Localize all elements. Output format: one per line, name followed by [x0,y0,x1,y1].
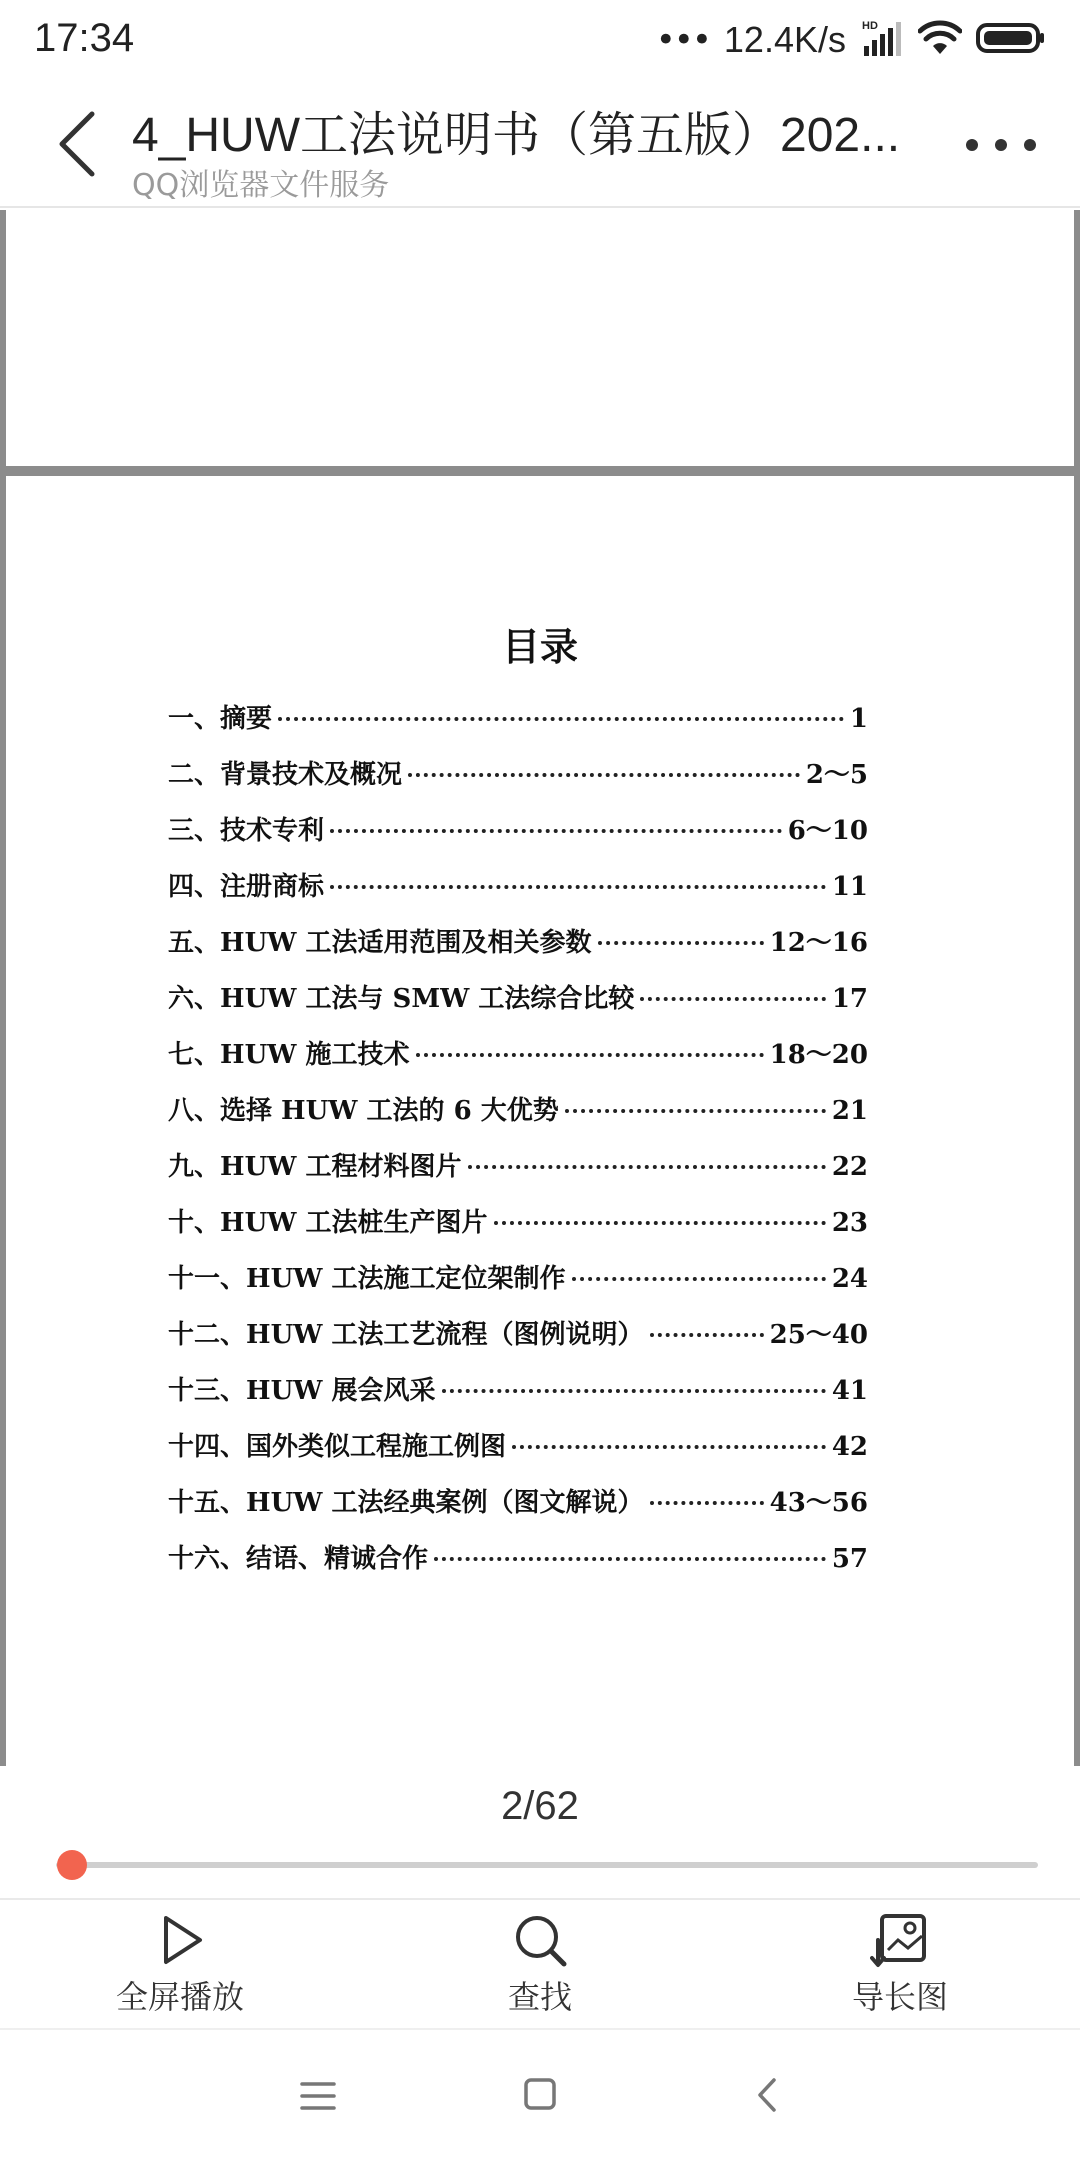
more-dot [995,139,1007,151]
toc-dot-leader [468,1165,826,1169]
toc-dot-leader [434,1557,826,1561]
toc-dot-leader [278,717,844,721]
toc-dot-leader [330,885,826,889]
toc-item[interactable] [168,978,868,1034]
bottom-toolbar [0,1898,1080,2030]
toc-dot-leader [650,1501,764,1505]
back-button[interactable] [50,104,110,184]
toc-item-page: 2～5 [805,760,868,790]
signal-icon [860,18,904,62]
toc-dot-leader [416,1053,764,1057]
battery-icon [976,21,1046,59]
toc-item-page: 11 [831,872,868,902]
toc-item-page: 6～10 [787,816,868,846]
toc-dot-leader [598,941,764,945]
toc-item[interactable] [168,698,868,754]
document-title: 4_HUW工法说明书（第五版）202... [132,109,901,162]
previous-page[interactable] [6,210,1074,466]
fullscreen-play-label: 全屏播放 [115,1978,244,2016]
toc-item[interactable] [168,1258,868,1314]
page-indicator: 2/62 [501,1784,579,1828]
wifi-icon [918,20,962,60]
fullscreen-play-button[interactable] [60,1910,300,2022]
toc-item[interactable] [168,1426,868,1482]
toc-item-page: 21 [831,1096,868,1126]
toc-dot-leader [494,1221,826,1225]
toc-item-text: 十一、HUW 工法施工定位架制作 [168,1264,566,1294]
play-icon [150,1910,210,1970]
toc-item-page: 1 [849,704,868,734]
toc-item-page: 18～20 [769,1040,868,1070]
toc-item-page: 23 [831,1208,868,1238]
search-label: 查找 [507,1978,572,2016]
toc-item-page: 43～56 [769,1488,868,1518]
toc-item-page: 25～40 [769,1320,868,1350]
toc-item[interactable] [168,1482,868,1538]
toc-item[interactable] [168,1314,868,1370]
toc-item[interactable] [168,922,868,978]
nav-menu-button[interactable] [288,2070,348,2122]
document-source: QQ浏览器文件服务 [132,168,390,203]
toc-item-text: 九、HUW 工程材料图片 [168,1152,462,1182]
toc-item[interactable] [168,754,868,810]
system-nav-bar [0,2032,1080,2160]
toc-item[interactable] [168,1538,868,1594]
toc-dot-leader [640,997,825,1001]
toc-item-text: 一、摘要 [168,704,273,734]
more-dot [966,139,978,151]
toc-item-text: 十六、结语、精诚合作 [168,1544,429,1574]
toc-list [168,698,868,1594]
toc-item[interactable] [168,1370,868,1426]
toc-item-page: 12～16 [769,928,868,958]
export-long-image-button[interactable] [780,1910,1020,2022]
toc-item-text: 八、选择 HUW 工法的 6 大优势 [168,1096,559,1126]
back-chevron-icon [738,2070,798,2122]
toc-item-page: 57 [831,1544,868,1574]
home-square-icon [510,2070,570,2122]
toc-item-text: 二、背景技术及概况 [168,760,403,790]
toc-item-text: 十四、国外类似工程施工例图 [168,1432,507,1462]
toc-dot-leader [408,773,800,777]
page-slider-thumb[interactable] [57,1850,87,1880]
status-bar [0,0,1080,80]
title-bar [0,80,1080,208]
page-slider-track[interactable] [56,1862,1038,1868]
export-long-image-label: 导长图 [851,1978,948,2016]
document-viewer[interactable] [0,210,1080,1766]
search-button[interactable] [420,1910,660,2022]
notification-dots: ••• [655,20,710,60]
toc-item-text: 五、HUW 工法适用范围及相关参数 [168,928,592,958]
toc-item-text: 十、HUW 工法桩生产图片 [168,1208,488,1238]
toc-item-page: 41 [831,1376,868,1406]
toc-item-page: 24 [831,1264,868,1294]
long-image-icon [870,1910,930,1970]
toc-item[interactable] [168,1202,868,1258]
nav-back-button[interactable] [738,2070,798,2122]
status-time: 17:34 [34,16,135,60]
toc-item-text: 十三、HUW 展会风采 [168,1376,436,1406]
toc-item-text: 七、HUW 施工技术 [168,1040,410,1070]
toc-item-text: 十五、HUW 工法经典案例（图文解说） [168,1488,644,1518]
nav-home-button[interactable] [510,2070,570,2122]
toc-item-page: 17 [831,984,868,1014]
toc-title: 目录 [501,624,578,669]
toc-item-page: 22 [831,1152,868,1182]
toc-item[interactable] [168,810,868,866]
toc-item-text: 六、HUW 工法与 SMW 工法综合比较 [168,984,635,1014]
toc-dot-leader [565,1109,826,1113]
toc-item-text: 三、技术专利 [168,816,325,846]
more-dot [1024,139,1036,151]
toc-item-text: 四、注册商标 [168,872,325,902]
status-indicators [656,18,1046,62]
search-icon [510,1910,570,1970]
toc-dot-leader [572,1277,826,1281]
toc-dot-leader [650,1333,764,1337]
more-options-button[interactable] [966,130,1036,160]
toc-item[interactable] [168,1146,868,1202]
toc-dot-leader [330,829,782,833]
toc-dot-leader [442,1389,826,1393]
toc-dot-leader [512,1445,826,1449]
toc-item-text: 十二、HUW 工法工艺流程（图例说明） [168,1320,644,1350]
toc-item[interactable] [168,866,868,922]
current-page[interactable] [6,476,1074,1766]
toc-item[interactable] [168,1090,868,1146]
toc-item[interactable] [168,1034,868,1090]
chevron-left-icon [50,104,110,184]
toc-item-page: 42 [831,1432,868,1462]
menu-icon [288,2070,348,2122]
network-speed: 12.4K/s [723,19,846,60]
hd-badge: HD [862,20,878,32]
